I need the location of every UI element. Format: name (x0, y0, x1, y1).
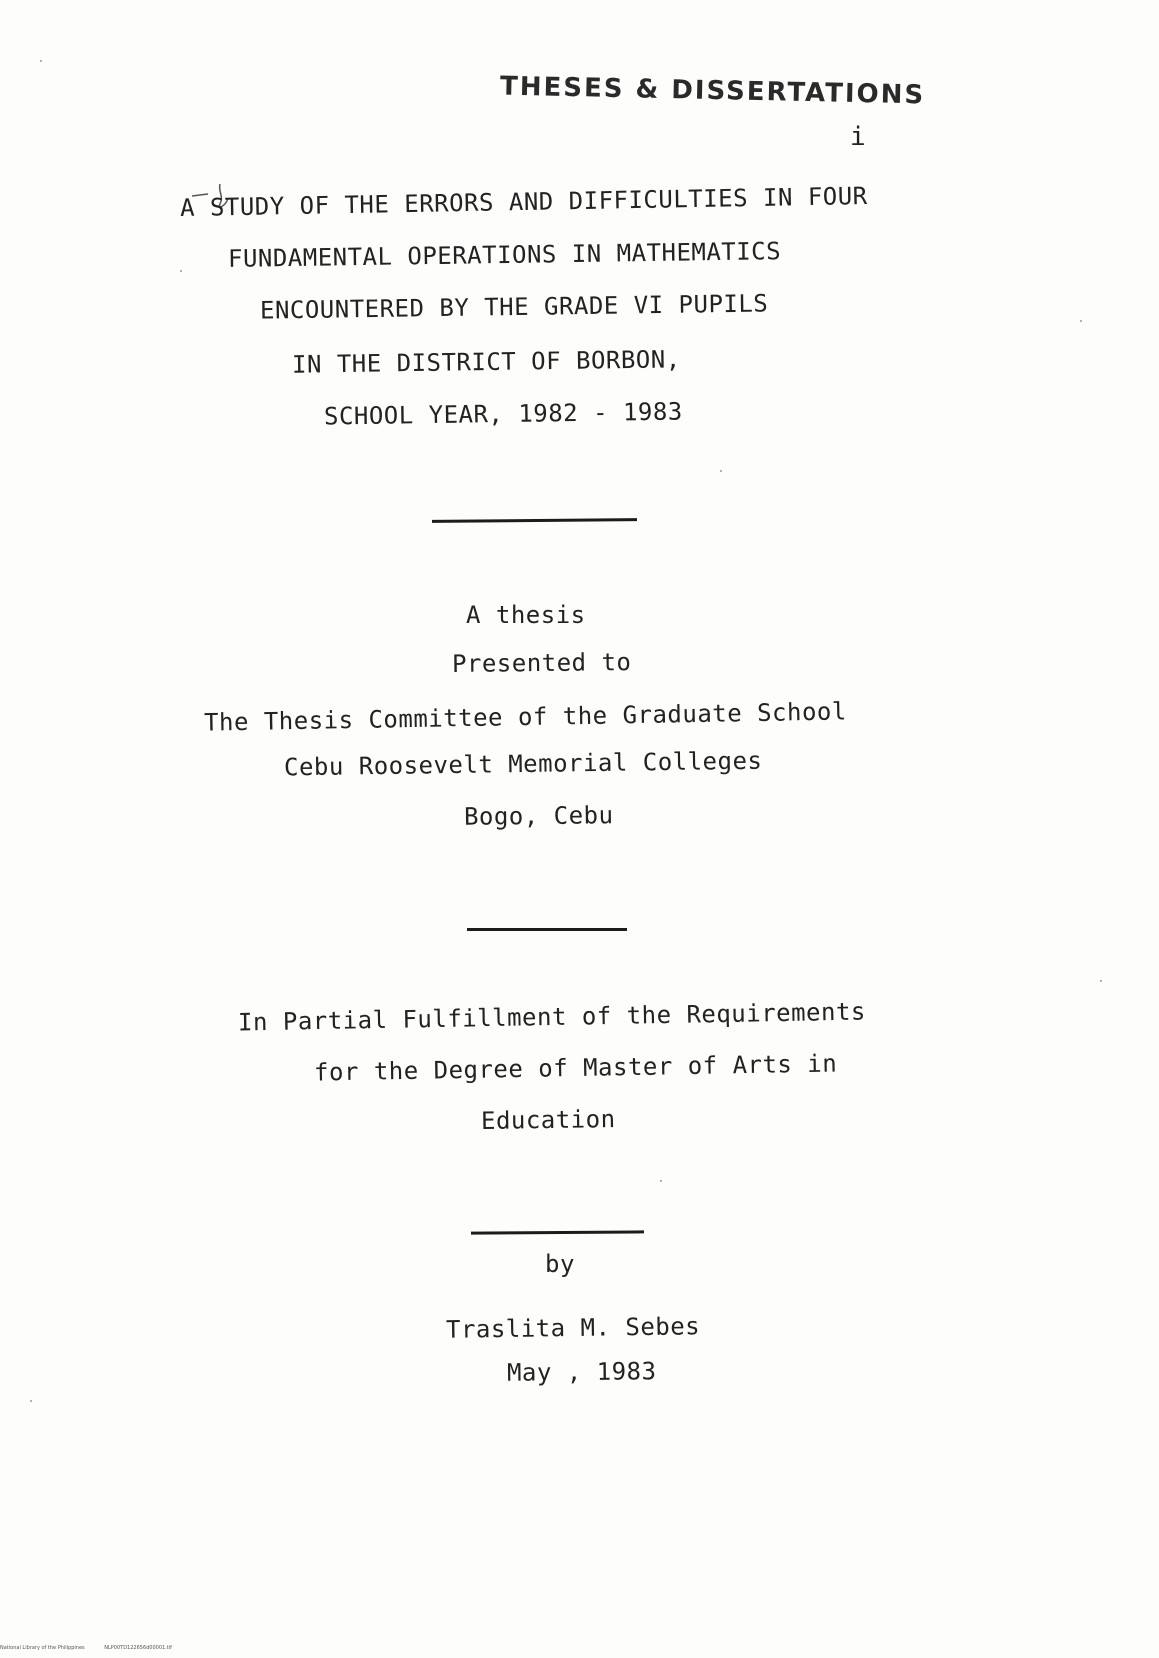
title-line-5: SCHOOL YEAR, 1982 - 1983 (323, 397, 683, 431)
scan-speck (720, 470, 722, 472)
divider-2 (467, 928, 627, 931)
scan-speck (660, 1180, 662, 1182)
college-name: Cebu Roosevelt Memorial Colleges (283, 746, 763, 782)
library-credit: National Library of the Philippines (0, 1645, 85, 1651)
title-line-4: IN THE DISTRICT OF BORBON, (291, 345, 681, 379)
scan-speck (30, 1400, 32, 1402)
scan-speck (1100, 980, 1102, 982)
committee-line: The Thesis Committee of the Graduate School (203, 697, 848, 737)
title-line-3: ENCOUNTERED BY THE GRADE VI PUPILS (259, 289, 769, 325)
title-line-2: FUNDAMENTAL OPERATIONS IN MATHEMATICS (227, 237, 782, 273)
file-identifier: NLP00TD122656d00001.tif (104, 1645, 172, 1651)
college-location: Bogo, Cebu (463, 801, 614, 831)
author-name: Traslita M. Sebes (445, 1312, 701, 1344)
presented-to: Presented to (451, 648, 632, 678)
divider-1 (432, 518, 637, 523)
divider-3 (471, 1230, 644, 1234)
fulfillment-line-2: for the Degree of Master of Arts in (313, 1049, 838, 1087)
submission-date: May , 1983 (506, 1357, 657, 1387)
fulfillment-line-1: In Partial Fulfillment of the Requirements (237, 997, 867, 1037)
scan-speck (1080, 320, 1082, 322)
page-number: i (850, 122, 866, 152)
scan-speck (40, 60, 42, 62)
degree-field: Education (480, 1105, 616, 1135)
scan-footer (0, 1645, 190, 1651)
by-label: by (545, 1250, 575, 1278)
theses-dissertations-stamp: THESES & DISSERTATIONS (499, 71, 926, 111)
thesis-label: A thesis (466, 601, 586, 629)
title-line-1: A STUDY OF THE ERRORS AND DIFFICULTIES IN FOUR (179, 182, 868, 222)
scan-speck (180, 270, 182, 272)
